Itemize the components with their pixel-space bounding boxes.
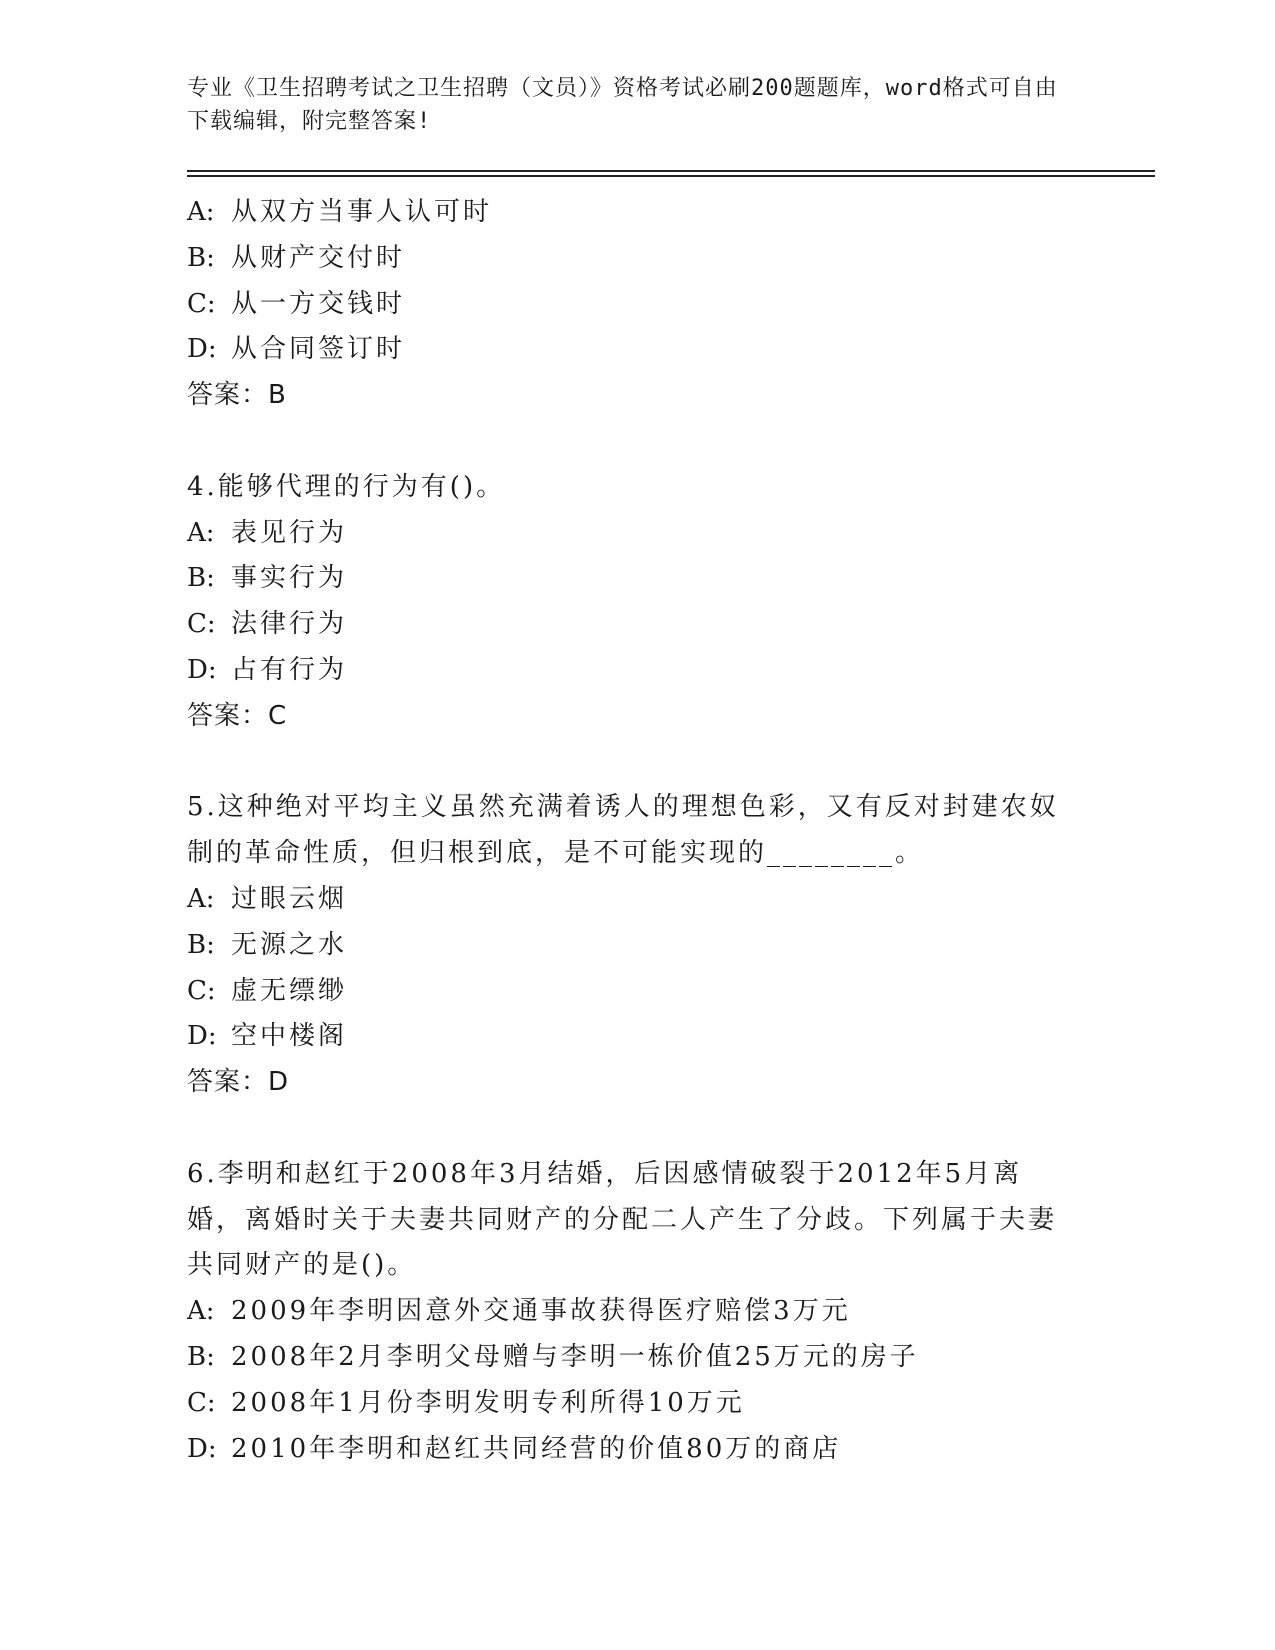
option-c: C: 从一方交钱时 [187,288,406,319]
question-list [187,190,1067,1472]
question-block [187,1152,1067,1473]
answer: 答案：B [187,380,287,411]
option-d: D: 占有行为 [187,654,348,685]
option-b: B: 无源之水 [187,929,348,960]
question-block [187,465,1067,740]
question-stem: 4.能够代理的行为有()。 [187,471,506,502]
question-stem: 6.李明和赵红于2008年3月结婚，后因感情破裂于2012年5月离婚，离婚时关于夫妻共同财产的分配二人产生了分歧。下列属于夫妻共同财产的是()。 [187,1158,1058,1281]
option-a: A: 表见行为 [187,517,348,548]
option-b: B: 2008年2月李明父母赠与李明一栋价值25万元的房子 [187,1341,919,1372]
header-rule-top [187,170,1155,172]
answer: 答案：C [187,700,288,731]
document-title: 专业《卫生招聘考试之卫生招聘（文员）》资格考试必刷200题题库，word格式可自由下载编辑，附完整答案! [187,76,1058,134]
option-a: A: 2009年李明因意外交通事故获得医疗赔偿3万元 [187,1296,851,1327]
option-c: C: 法律行为 [187,609,348,640]
option-b: B: 从财产交付时 [187,242,406,273]
header-rule-bottom [187,175,1155,177]
document-header [187,72,1067,138]
option-a: A: 从双方当事人认可时 [187,197,493,227]
option-b: B: 事实行为 [187,563,348,594]
option-a: A: 过眼云烟 [187,883,348,914]
option-d: D: 2010年李明和赵红共同经营的价值80万的商店 [187,1433,842,1464]
option-c: C: 2008年1月份李明发明专利所得10万元 [187,1387,745,1418]
option-c: C: 虚无缥缈 [187,975,348,1006]
question-block [187,785,1067,1106]
question-stem: 5.这种绝对平均主义虽然充满着诱人的理想色彩，又有反对封建农奴制的革命性质，但归根到底，是不可能实现的________。 [187,792,1059,869]
answer: 答案：D [187,1067,290,1098]
option-d: D: 空中楼阁 [187,1021,348,1052]
option-d: D: 从合同签订时 [187,334,406,365]
question-block [187,190,1067,419]
